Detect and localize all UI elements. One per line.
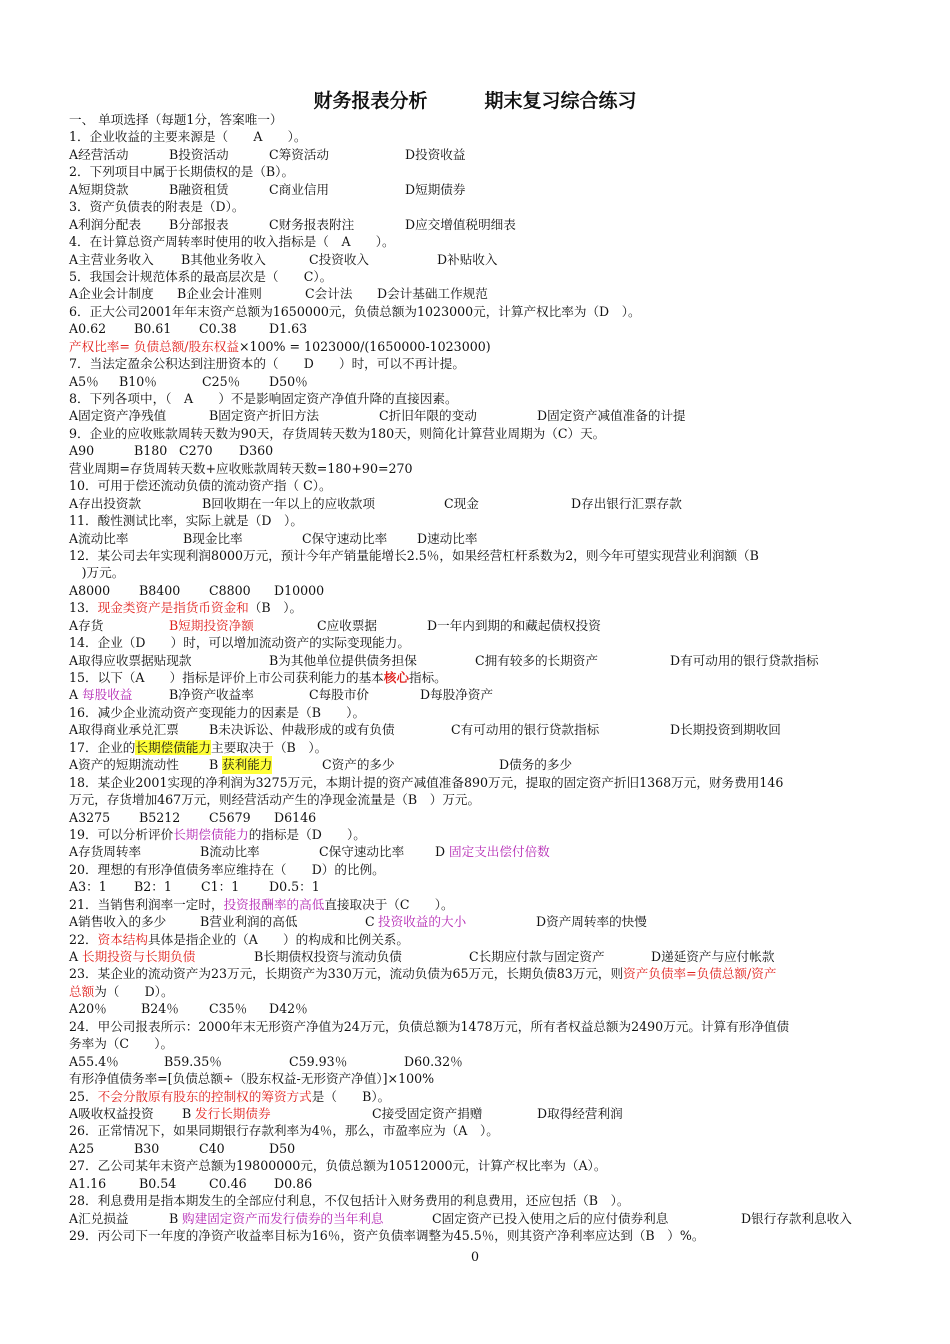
line-segment: D速动比率 <box>417 530 478 546</box>
text-line <box>69 983 884 1000</box>
line-segment: B长期债权投资与流动负债 <box>254 949 402 964</box>
text-line <box>69 1105 884 1122</box>
line-segment: A存出投资款 <box>69 495 142 511</box>
line-segment: C筹资活动 <box>269 146 330 162</box>
text-line <box>69 1192 884 1209</box>
text-line <box>69 1018 884 1035</box>
line-segment: D50％ <box>269 373 308 389</box>
line-segment: 4．在计算总资产周转率时使用的收入指标是（ A ）。 <box>69 234 395 250</box>
text-line <box>69 1157 884 1174</box>
text-line <box>69 477 884 494</box>
line-segment: A资产的短期流动性 <box>69 757 179 773</box>
text-line <box>69 460 884 477</box>
text-line <box>69 582 884 599</box>
line-segment: 一、 单项选择（每题1分，答案唯一） <box>69 112 283 127</box>
line-segment: D银行存款利息收入 <box>741 1210 852 1226</box>
text-line <box>69 251 884 268</box>
line-segment: A企业会计制度 <box>69 286 154 302</box>
line-segment: B <box>182 1105 192 1121</box>
line-segment: 11．酸性测试比率，实际上就是（D ）。 <box>69 513 303 529</box>
line-segment: D50 <box>269 1140 296 1156</box>
line-segment: B8400 <box>139 582 181 598</box>
text-line <box>69 791 884 808</box>
line-segment: 27．乙公司某年末资产总额为19800000元，负债总额为10512000元，计算产权比率为（A）。 <box>69 1158 607 1174</box>
line-segment: C35％ <box>209 1001 248 1017</box>
line-segment: C资产的多少 <box>322 757 395 773</box>
line-segment: D一年内到期的和藏起债权投资 <box>427 617 601 633</box>
line-segment: A利润分配表 <box>69 216 142 232</box>
line-segment: B回收期在一年以上的应收款项 <box>202 495 375 511</box>
line-segment: 具体是指企业的（A ）的构成和比例关系。 <box>148 931 409 947</box>
text-line <box>69 704 884 721</box>
text-line <box>69 1088 884 1105</box>
line-segment: D短期债券 <box>405 181 466 197</box>
line-segment: 不会分散原有股东的控制权的筹资方式 <box>97 1088 312 1104</box>
line-segment: C270 <box>179 443 213 459</box>
text-line <box>69 181 884 198</box>
line-segment: 投资报酬率的高低 <box>223 896 325 912</box>
line-segment: 购建固定资产而发行债券的当年利息 <box>182 1210 384 1226</box>
line-segment: A <box>69 687 79 703</box>
line-segment: D有可动用的银行贷款指标 <box>670 652 819 668</box>
line-segment: D取得经营利润 <box>537 1105 623 1121</box>
line-segment: 每股收益 <box>82 687 133 703</box>
line-segment: C8800 <box>209 582 251 598</box>
text-line <box>69 826 884 843</box>
line-segment: D固定资产减值准备的计提 <box>537 408 686 424</box>
text-line <box>69 686 884 703</box>
line-segment: C现金 <box>444 495 479 511</box>
line-segment: 长期偿债能力 <box>135 739 211 755</box>
line-segment: （B ）。 <box>248 600 303 616</box>
line-segment: A3275 <box>69 809 111 825</box>
line-segment: A吸收权益投资 <box>69 1105 154 1121</box>
page-number: 0 <box>470 1249 479 1264</box>
line-segment: 26．正常情况下，如果同期银行存款利率为4％，那么，市盈率应为（A ）。 <box>69 1123 499 1139</box>
text-line <box>69 739 884 756</box>
text-line <box>69 721 884 738</box>
line-segment: D10000 <box>274 582 325 598</box>
line-segment: D42％ <box>269 1001 308 1017</box>
line-segment: A固定资产净残值 <box>69 408 167 424</box>
text-line <box>69 564 884 581</box>
line-segment: A8000 <box>69 582 111 598</box>
text-line <box>69 355 884 372</box>
line-segment: B净资产收益率 <box>169 687 254 703</box>
line-segment: 总额 <box>69 983 95 999</box>
line-segment: B其他业务收入 <box>181 251 266 267</box>
text-line <box>69 495 884 512</box>
text-line <box>69 442 884 459</box>
line-segment: B5212 <box>139 809 181 825</box>
text-line <box>69 896 884 913</box>
line-segment: C商业信用 <box>269 181 330 197</box>
line-segment: C1：1 <box>201 879 240 895</box>
line-segment: D补贴收入 <box>437 251 498 267</box>
text-line <box>69 843 884 860</box>
line-segment: D长期投资到期收回 <box>670 722 781 738</box>
line-segment: C5679 <box>209 809 251 825</box>
line-segment: 万元，存货增加467万元，则经营活动产生的净现金流量是（B ）万元。 <box>69 792 481 808</box>
line-segment: C <box>365 914 375 930</box>
line-segment: C每股市价 <box>309 687 370 703</box>
line-segment: C财务报表附注 <box>269 216 355 232</box>
line-segment: C0.46 <box>209 1175 247 1191</box>
line-segment: A0.62 <box>69 321 107 337</box>
line-segment: ×100% = 1023000/(1650000-1023000) <box>238 338 491 354</box>
text-line <box>69 216 884 233</box>
line-segment: B固定资产折旧方法 <box>209 408 320 424</box>
text-line <box>69 634 884 651</box>
text-line <box>69 338 884 355</box>
line-segment: D1.63 <box>269 321 308 337</box>
line-segment: 14．企业（D ）时，可以增加流动资产的实际变现能力。 <box>69 635 410 651</box>
text-line <box>69 547 884 564</box>
line-segment: B营业利润的高低 <box>200 914 298 930</box>
line-segment: 指标。 <box>408 670 447 685</box>
line-segment: D0.5：1 <box>269 879 320 895</box>
line-segment: D6146 <box>274 809 317 825</box>
line-segment: A5％ <box>69 373 99 389</box>
line-segment: C会计法 <box>305 286 353 302</box>
text-line <box>69 878 884 895</box>
text-line <box>69 233 884 250</box>
text-line <box>69 1210 884 1227</box>
text-line <box>69 320 884 337</box>
line-segment: A20％ <box>69 1001 107 1017</box>
line-segment: )万元。 <box>69 565 125 581</box>
line-segment: D每股净资产 <box>420 687 494 703</box>
line-segment: B2：1 <box>134 879 172 895</box>
text-line <box>69 652 884 669</box>
line-segment: 12．某公司去年实现利润8000万元，预计今年产销量能增长2.5％，如果经营杠杆系数为2，则今年可望实现营业利润额（B <box>69 547 759 563</box>
line-segment: B分部报表 <box>169 216 229 232</box>
line-segment: C长期应付款与固定资产 <box>469 949 605 964</box>
text-line <box>69 669 884 686</box>
line-segment: 24．甲公司报表所示：2000年末无形资产净值为24万元，负债总额为1478万元，所有者权益总额为2490万元。计算有形净值债 <box>69 1018 790 1034</box>
text-line <box>69 1035 884 1052</box>
text-line <box>69 268 884 285</box>
line-segment: D0.86 <box>274 1175 313 1191</box>
text-line <box>69 617 884 634</box>
line-segment: 现金类资产是指货币资金和 <box>97 600 249 616</box>
line-segment: C25％ <box>202 373 241 389</box>
line-segment: B <box>209 757 219 773</box>
line-segment: D <box>435 844 446 860</box>
text-line <box>69 948 884 965</box>
line-segment: 13． <box>69 600 98 616</box>
line-segment: A主营业务收入 <box>69 251 154 267</box>
line-segment: 的指标是（D ）。 <box>248 826 366 842</box>
text-line <box>69 1122 884 1139</box>
line-segment: 核心 <box>383 670 409 685</box>
question-list <box>69 111 884 1244</box>
line-segment: 21．当销售利润率一定时， <box>69 896 224 912</box>
line-segment: 9．企业的应收账款周转天数为90天，存货周转天数为180天，则简化计算营业周期为（C）天。 <box>69 425 606 441</box>
line-segment: B短期投资净额 <box>169 617 254 633</box>
line-segment: B <box>169 1210 179 1226</box>
line-segment: C59.93％ <box>289 1053 348 1069</box>
line-segment: C拥有较多的长期资产 <box>475 652 598 668</box>
line-segment: 22． <box>69 931 98 947</box>
line-segment: B180 <box>134 443 168 459</box>
line-segment: 务率为（C ）。 <box>69 1036 174 1052</box>
line-segment: A90 <box>69 443 95 459</box>
text-line <box>69 931 884 948</box>
line-segment: 为（ D）。 <box>94 983 174 999</box>
line-segment: D递延资产与应付帐款 <box>651 949 775 964</box>
text-line <box>69 809 884 826</box>
line-segment: B24％ <box>141 1001 179 1017</box>
line-segment: A1.16 <box>69 1175 107 1191</box>
line-segment: 28．利息费用是指本期发生的全部应付利息，不仅包括计入财务费用的利息费用，还应包括（B ）。 <box>69 1193 630 1209</box>
line-segment: A经营活动 <box>69 146 129 162</box>
line-segment: D投资收益 <box>405 146 466 162</box>
text-line <box>69 1000 884 1017</box>
text-line <box>69 425 884 442</box>
line-segment: A取得应收票据贴现款 <box>69 652 192 668</box>
line-segment: A55.4％ <box>69 1053 119 1069</box>
text-line <box>69 774 884 791</box>
text-line <box>69 530 884 547</box>
text-line <box>69 111 884 128</box>
text-line <box>69 1175 884 1192</box>
line-segment: C保守速动比率 <box>302 530 388 546</box>
line-segment: C有可动用的银行贷款指标 <box>451 722 600 738</box>
text-line <box>69 965 884 982</box>
line-segment: 29．丙公司下一年度的净资产收益率目标为16％，资产负债率调整为45.5％，则其资产净利率应达到（B ）%。 <box>69 1228 705 1243</box>
text-line <box>69 146 884 163</box>
line-segment: 有形净值债务率=[负债总额÷（股东权益-无形资产净值）]×100% <box>69 1071 435 1087</box>
line-segment: 17．企业的 <box>69 739 136 755</box>
text-line <box>69 861 884 878</box>
text-line <box>69 407 884 424</box>
line-segment: 3．资产负债表的附表是（D）。 <box>69 199 245 215</box>
line-segment: D应交增值税明细表 <box>405 216 516 232</box>
text-line <box>69 198 884 215</box>
line-segment: 16．减少企业流动资产变现能力的因素是（B ）。 <box>69 704 366 720</box>
text-line <box>69 1070 884 1087</box>
text-line <box>69 512 884 529</box>
line-segment: A流动比率 <box>69 530 129 546</box>
text-line <box>69 285 884 302</box>
line-segment: D360 <box>239 443 274 459</box>
line-segment: D会计基础工作规范 <box>377 286 488 302</box>
line-segment: A取得商业承兑汇票 <box>69 722 179 738</box>
line-segment: 是（ B）。 <box>311 1088 391 1104</box>
text-line <box>69 373 884 390</box>
line-segment: 25． <box>69 1088 98 1104</box>
line-segment: 19．可以分析评价 <box>69 826 174 842</box>
line-segment: C40 <box>199 1140 225 1156</box>
line-segment: B10％ <box>119 373 157 389</box>
text-line <box>69 913 884 930</box>
line-segment: A存货 <box>69 617 104 633</box>
line-segment: 5．我国会计规范体系的最高层次是（ C）。 <box>69 268 333 284</box>
line-segment: 10．可用于偿还流动负债的流动资产指（ C）。 <box>69 478 332 494</box>
line-segment: C应收票据 <box>317 617 378 633</box>
line-segment: 15．以下（A ）指标是评价上市公司获利能力的基本 <box>69 670 384 685</box>
text-line <box>69 756 884 773</box>
line-segment: 长期偿债能力 <box>173 826 249 842</box>
line-segment: A25 <box>69 1140 95 1156</box>
line-segment: 产权比率= 负债总额/股东权益 <box>69 338 239 354</box>
line-segment: B流动比率 <box>200 844 260 860</box>
line-segment: 6．正大公司2001年年末资产总额为1650000元，负债总额为1023000元，计算产权比率为（D ）。 <box>69 303 641 319</box>
line-segment: B30 <box>134 1140 160 1156</box>
line-segment: B投资活动 <box>169 146 229 162</box>
line-segment: 直接取决于（C ）。 <box>324 896 454 912</box>
text-line <box>69 599 884 616</box>
line-segment: 主要取决于（B ）。 <box>210 739 328 755</box>
text-line <box>69 1227 884 1244</box>
line-segment: 营业周期=存货周转天数+应收账款周转天数=180+90=270 <box>69 460 413 476</box>
text-line <box>69 163 884 180</box>
line-segment: A销售收入的多少 <box>69 914 167 930</box>
line-segment: A <box>69 949 79 964</box>
line-segment: C投资收入 <box>309 251 370 267</box>
line-segment: 1．企业收益的主要来源是（ A ）。 <box>69 129 307 145</box>
line-segment: B现金比率 <box>183 530 243 546</box>
text-line <box>69 303 884 320</box>
line-segment: 投资收益的大小 <box>378 914 467 930</box>
line-segment: A存货周转率 <box>69 844 142 860</box>
line-segment: 长期投资与长期负债 <box>82 949 196 964</box>
line-segment: 发行长期债券 <box>195 1105 271 1121</box>
line-segment: B0.54 <box>139 1175 177 1191</box>
line-segment: 23．某企业的流动资产为23万元，长期资产为330万元，流动负债为65万元，长期负债83万元，则 <box>69 966 624 982</box>
line-segment: B未决诉讼、仲裁形成的或有负债 <box>209 722 395 738</box>
line-segment: C保守速动比率 <box>319 844 405 860</box>
line-segment: B融资租赁 <box>169 181 229 197</box>
line-segment: C折旧年限的变动 <box>379 408 477 424</box>
text-line <box>69 128 884 145</box>
text-line <box>69 1140 884 1157</box>
line-segment: B0.61 <box>134 321 172 337</box>
line-segment: 资本结构 <box>97 931 148 947</box>
line-segment: D债务的多少 <box>499 757 573 773</box>
line-segment: 固定支出偿付倍数 <box>449 844 550 860</box>
line-segment: D60.32％ <box>404 1053 463 1069</box>
line-segment: D存出银行汇票存款 <box>571 495 682 511</box>
line-segment: C接受固定资产捐赠 <box>372 1105 483 1121</box>
line-segment: 2．下列项目中属于长期债权的是（B）。 <box>69 164 295 180</box>
line-segment: B为其他单位提供债务担保 <box>269 652 417 668</box>
line-segment: C0.38 <box>199 321 237 337</box>
line-segment: 20．理想的有形净值债务率应维持在（ D）的比例。 <box>69 861 385 877</box>
line-segment: B59.35％ <box>164 1053 222 1069</box>
line-segment: B企业会计准则 <box>177 286 262 302</box>
line-segment: A短期贷款 <box>69 181 129 197</box>
line-segment: 18．某企业2001实现的净利润为3275万元，本期计提的资产减值准备890万元，提取的固定资产折旧1368万元，财务费用146 <box>69 774 784 790</box>
line-segment: A3：1 <box>69 879 107 895</box>
text-line <box>69 390 884 407</box>
line-segment: D资产周转率的快慢 <box>536 914 647 930</box>
line-segment: 资产负债率=负债总额/资产 <box>623 966 777 982</box>
page-title: 财务报表分析 期末复习综合练习 <box>313 90 637 112</box>
line-segment: A汇兑损益 <box>69 1210 129 1226</box>
line-segment: 获利能力 <box>222 757 273 773</box>
line-segment: 8．下列各项中，（ A ）不是影响固定资产净值升降的直接因素。 <box>69 391 458 406</box>
line-segment: 7．当法定盈余公积达到注册资本的（ D ）时，可以不再计提。 <box>69 356 465 372</box>
line-segment: C固定资产已投入使用之后的应付债券利息 <box>432 1210 669 1226</box>
text-line <box>69 1053 884 1070</box>
